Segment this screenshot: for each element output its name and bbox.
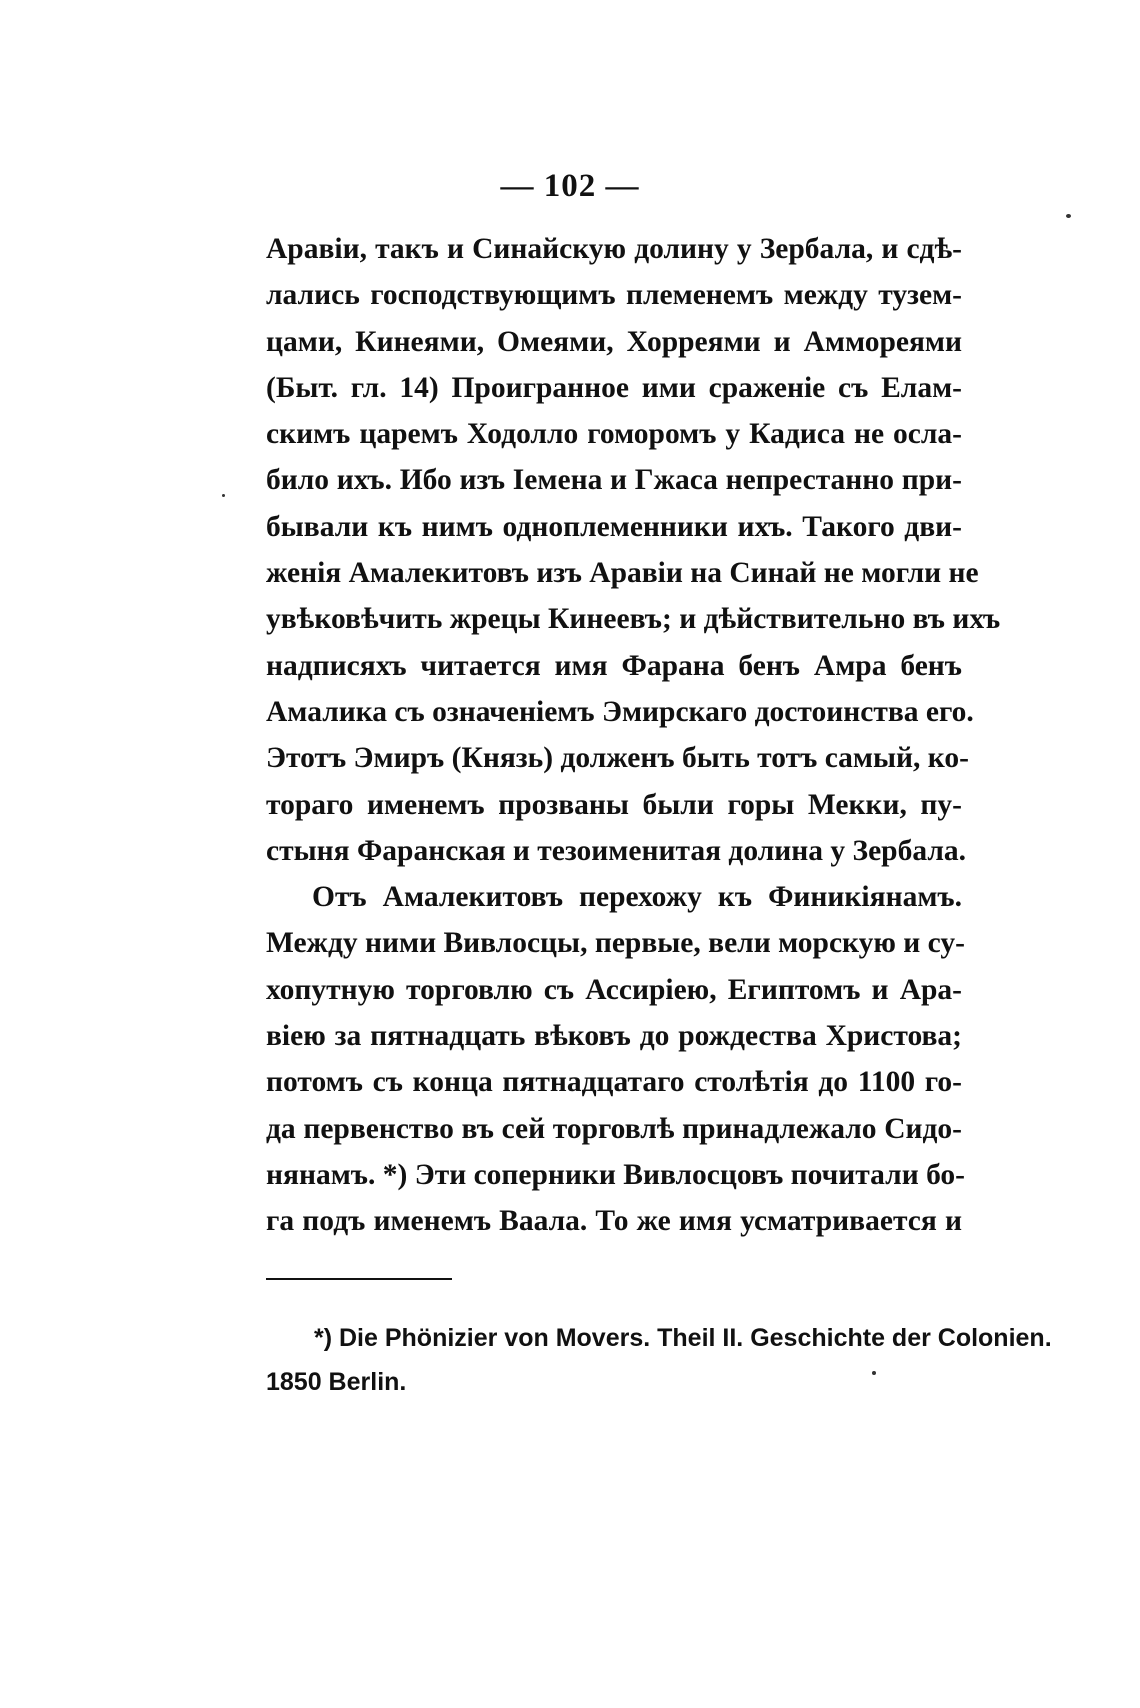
text-line: Аравіи, такъ и Синайскую долину у Зербала, и сдѣ- <box>266 233 962 265</box>
scan-speck <box>222 494 225 497</box>
text-line-paragraph-start: Отъ Амалекитовъ перехожу къ Финикіянамъ. <box>312 881 962 914</box>
text-line: тораго именемъ прозваны были горы Мекки, пу- <box>266 788 962 821</box>
scan-speck <box>872 1371 876 1375</box>
text-line: Между ними Вивлосцы, первые, вели морскую и су- <box>266 927 965 960</box>
scan-speck <box>1066 214 1071 218</box>
text-line: надписяхъ читается имя Фарана бенъ Амра бенъ <box>266 649 962 682</box>
text-line: нянамъ. *) Эти соперники Вивлосцовъ почитали бо- <box>266 1158 965 1191</box>
text-line: лались господствующимъ племенемъ между тузем- <box>266 279 962 312</box>
text-line: бывали къ нимъ одноплеменники ихъ. Такого дви- <box>266 510 962 543</box>
main-text <box>266 226 1001 1245</box>
text-line: потомъ съ конца пятнадцатаго столѣтія до 1100 го- <box>266 1066 962 1099</box>
text-line: хопутную торговлю съ Ассиріею, Египтомъ и Ара- <box>266 973 962 1006</box>
footnote-line: 1850 Berlin. <box>266 1368 407 1396</box>
footnote <box>266 1316 1052 1404</box>
footnote-line: *) Die Phönizier von Movers. Theil II. Geschichte der Colonien. <box>314 1324 1052 1352</box>
text-line: женія Амалекитовъ изъ Аравіи на Синай не могли не <box>266 557 979 590</box>
text-line: да первенство въ сей торговлѣ принадлежало Сидо- <box>266 1112 962 1145</box>
text-line: увѣковѣчить жрецы Кинеевъ; и дѣйствительно въ ихъ <box>266 603 1001 636</box>
text-line: цами, Кинеями, Омеями, Хорреями и Аммореями <box>266 325 962 358</box>
text-line: било ихъ. Ибо изъ Іемена и Гжаса непрестанно при- <box>266 464 962 497</box>
page-number: — 102 — <box>500 168 640 204</box>
text-line: (Быт. гл. 14) Проигранное ими сраженіе съ Елам- <box>266 371 962 404</box>
text-line: Этотъ Эмиръ (Князь) долженъ быть тотъ самый, ко- <box>266 742 969 775</box>
text-line: віею за пятнадцать вѣковъ до рождества Христова; <box>266 1020 962 1053</box>
footnote-divider <box>266 1278 452 1280</box>
text-line: Амалика съ означеніемъ Эмирскаго достоинства его. <box>266 695 974 728</box>
text-line: стыня Фаранская и тезоименитая долина у Зербала. <box>266 834 967 867</box>
text-line: скимъ царемъ Ходолло гоморомъ у Кадиса не осла- <box>266 418 962 451</box>
text-line: га подъ именемъ Ваала. То же имя усматривается и <box>266 1205 962 1238</box>
